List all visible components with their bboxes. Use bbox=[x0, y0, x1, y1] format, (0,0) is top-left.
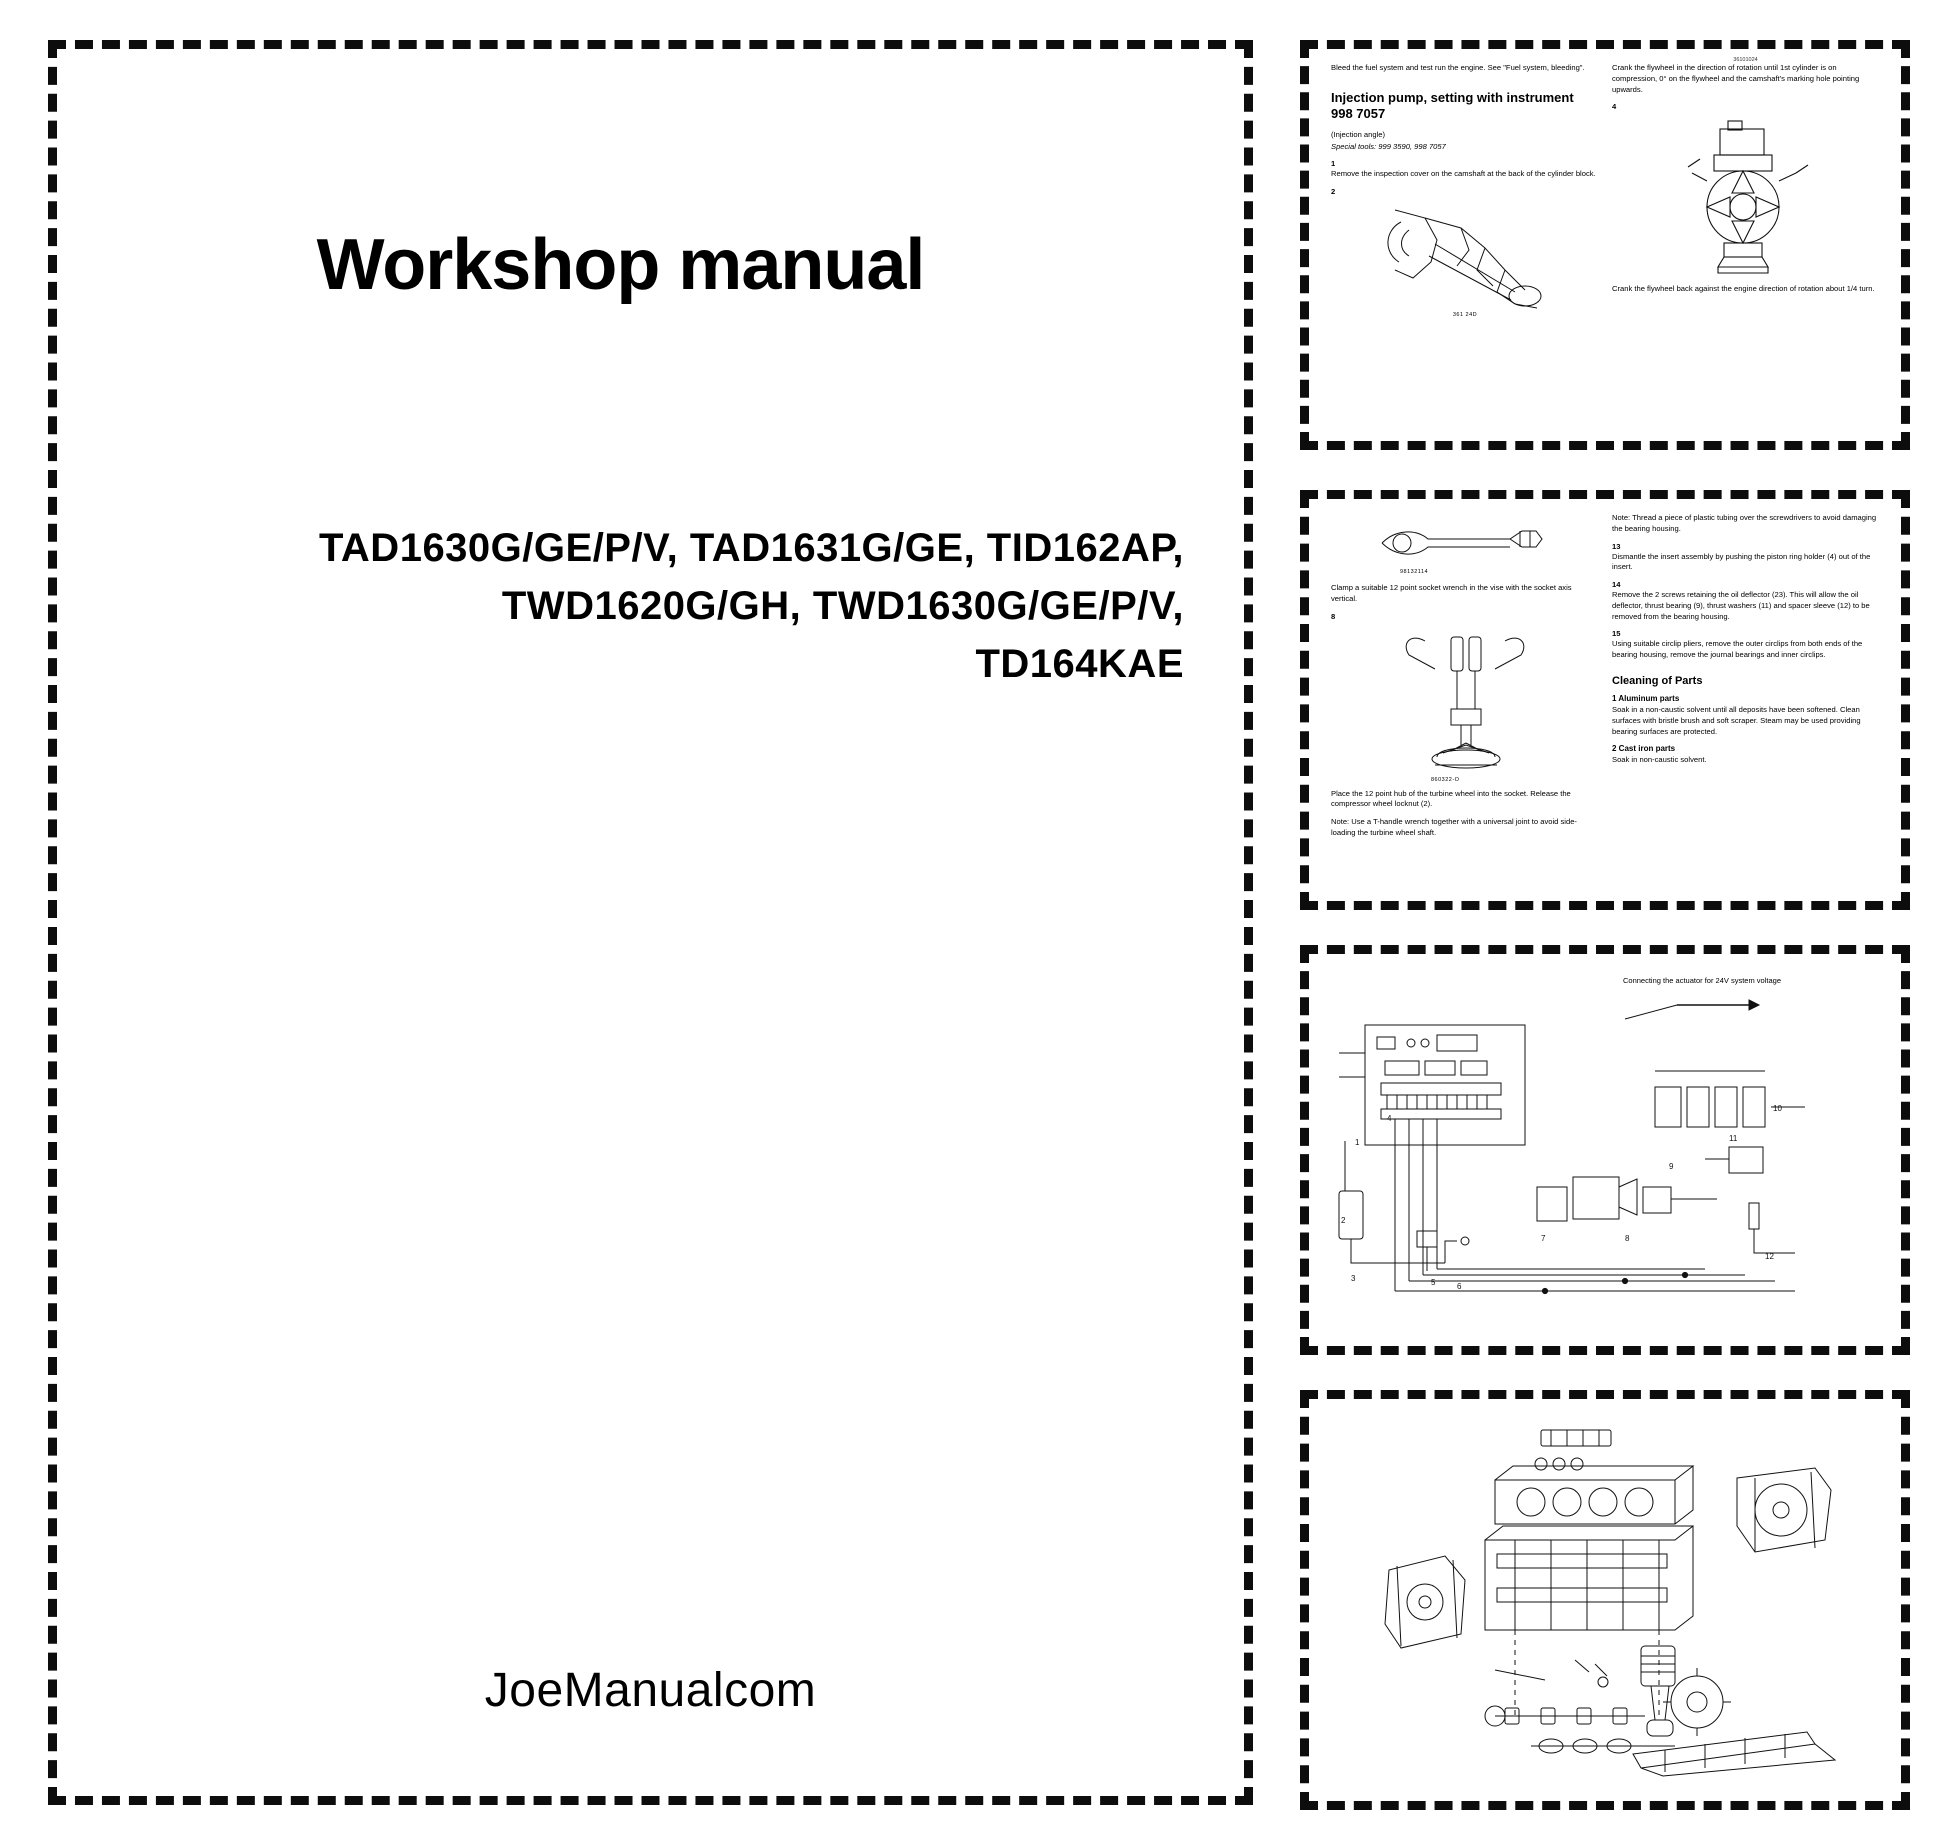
figure-code: 361 24D bbox=[1452, 312, 1477, 319]
figure-code: 860322-O bbox=[1430, 776, 1459, 783]
step-text: Dismantle the insert assembly by pushing the piston ring holder (4) out of the insert. bbox=[1612, 551, 1871, 572]
note-top-text: Note: Thread a piece of plastic tubing over the screwdrivers to avoid damaging the bearing housing. bbox=[1612, 513, 1877, 533]
model-line-3: TD164KAE bbox=[975, 642, 1184, 686]
right-column bbox=[1612, 513, 1879, 887]
left-column bbox=[1331, 63, 1598, 427]
engine-exploded-illustration bbox=[1345, 1420, 1865, 1780]
right-column bbox=[1612, 57, 1879, 427]
subsection-heading: 1 Aluminum parts bbox=[1612, 694, 1680, 704]
crank-back-text: Crank the flywheel back against the engine direction of rotation about 1/4 turn. bbox=[1612, 284, 1875, 294]
subsection-text: Soak in non-caustic solvent. bbox=[1612, 755, 1707, 765]
socket-wrench-illustration bbox=[1370, 517, 1560, 579]
figure-code: 98132114 bbox=[1399, 569, 1428, 575]
step-number: 8 bbox=[1331, 611, 1336, 621]
subsection-text: Soak in a non-caustic solvent until all deposits have been softened. Clean surfaces with bristle brush and soft scraper. Steam may be used providing bearing surfaces are protected. bbox=[1612, 705, 1861, 736]
callout-2: 2 bbox=[1341, 1216, 1346, 1225]
callout-7: 7 bbox=[1541, 1234, 1546, 1243]
special-tools: Special tools: 999 3590, 998 7057 bbox=[1331, 142, 1446, 152]
thumbnail-injection-pump-page[interactable] bbox=[1300, 40, 1910, 450]
callout-6: 6 bbox=[1457, 1282, 1462, 1291]
callout-10: 10 bbox=[1773, 1104, 1782, 1113]
camshaft-inspection-illustration bbox=[1365, 200, 1565, 320]
callout-1: 1 bbox=[1355, 1138, 1360, 1147]
section-heading: Injection pump, setting with instrument 998 7057 bbox=[1331, 89, 1574, 122]
model-line-1: TAD1630G/GE/P/V, TAD1631G/GE, TID162AP, bbox=[318, 526, 1184, 570]
step-text: Remove the 2 screws retaining the oil deflector (23). This will allow the oil deflector, thrust bearing (9), thrust washers (11) and spacer sleeve (12) to be removed from the bearing housing. bbox=[1612, 590, 1870, 621]
step-number: 2 bbox=[1331, 187, 1336, 197]
callout-9: 9 bbox=[1669, 1162, 1674, 1171]
callout-12: 12 bbox=[1765, 1252, 1774, 1261]
intro-text: Bleed the fuel system and test run the engine. See "Fuel system, bleeding". bbox=[1331, 63, 1585, 72]
cover-panel bbox=[48, 40, 1253, 1805]
watermark-text: JoeManualcom bbox=[484, 1664, 817, 1717]
callout-8: 8 bbox=[1625, 1234, 1630, 1243]
step-number: 1 bbox=[1331, 159, 1336, 169]
injection-pump-illustration bbox=[1658, 115, 1833, 280]
callout-3: 3 bbox=[1351, 1274, 1356, 1283]
engine-model-list bbox=[147, 519, 1184, 693]
model-line-2: TWD1620G/GH, TWD1630G/GE/P/V, bbox=[501, 584, 1184, 628]
callout-11: 11 bbox=[1729, 1134, 1738, 1143]
left-column bbox=[1331, 513, 1598, 887]
note-text: Note: Use a T-handle wrench together with a universal joint to avoid side-loading the turbine wheel shaft. bbox=[1331, 817, 1577, 837]
step-text: Remove the inspection cover on the camshaft at the back of the cylinder block. bbox=[1331, 169, 1596, 179]
callout-5: 5 bbox=[1431, 1278, 1436, 1287]
page-title: Workshop manual bbox=[316, 225, 925, 305]
step-number: 14 bbox=[1612, 580, 1621, 590]
step-number: 13 bbox=[1612, 541, 1621, 551]
diagram-caption: Connecting the actuator for 24V system voltage bbox=[1622, 976, 1781, 985]
place-hub-text: Place the 12 point hub of the turbine wheel into the socket. Release the compressor wheel locknut (2). bbox=[1331, 788, 1571, 809]
subheading: (Injection angle) bbox=[1331, 130, 1386, 140]
figure-code-top: 36101024 bbox=[1733, 57, 1758, 63]
thumbnail-engine-exploded-view-page[interactable] bbox=[1300, 1390, 1910, 1810]
step-number: 4 bbox=[1612, 102, 1617, 112]
section-heading: Cleaning of Parts bbox=[1612, 675, 1703, 688]
callout-4: 4 bbox=[1387, 1114, 1392, 1123]
crank-flywheel-text: Crank the flywheel in the direction of rotation until 1st cylinder is on compression, 0° on the flywheel and the camshaft's marking hole pointing upwards. bbox=[1612, 63, 1860, 94]
clamp-socket-text: Clamp a suitable 12 point socket wrench in the vise with the socket axis vertical. bbox=[1331, 583, 1572, 603]
turbine-wheel-vise-illustration bbox=[1365, 625, 1565, 785]
step-text: Using suitable circlip pliers, remove the outer circlips from both ends of the bearing housing, remove the journal bearings and inner circlips. bbox=[1612, 639, 1863, 660]
thumbnail-turbo-cleaning-page[interactable] bbox=[1300, 490, 1910, 910]
thumbnail-wiring-diagram-page[interactable] bbox=[1300, 945, 1910, 1355]
subsection-heading: 2 Cast iron parts bbox=[1612, 744, 1676, 754]
step-number: 15 bbox=[1612, 629, 1621, 639]
wiring-diagram-illustration bbox=[1325, 991, 1885, 1321]
